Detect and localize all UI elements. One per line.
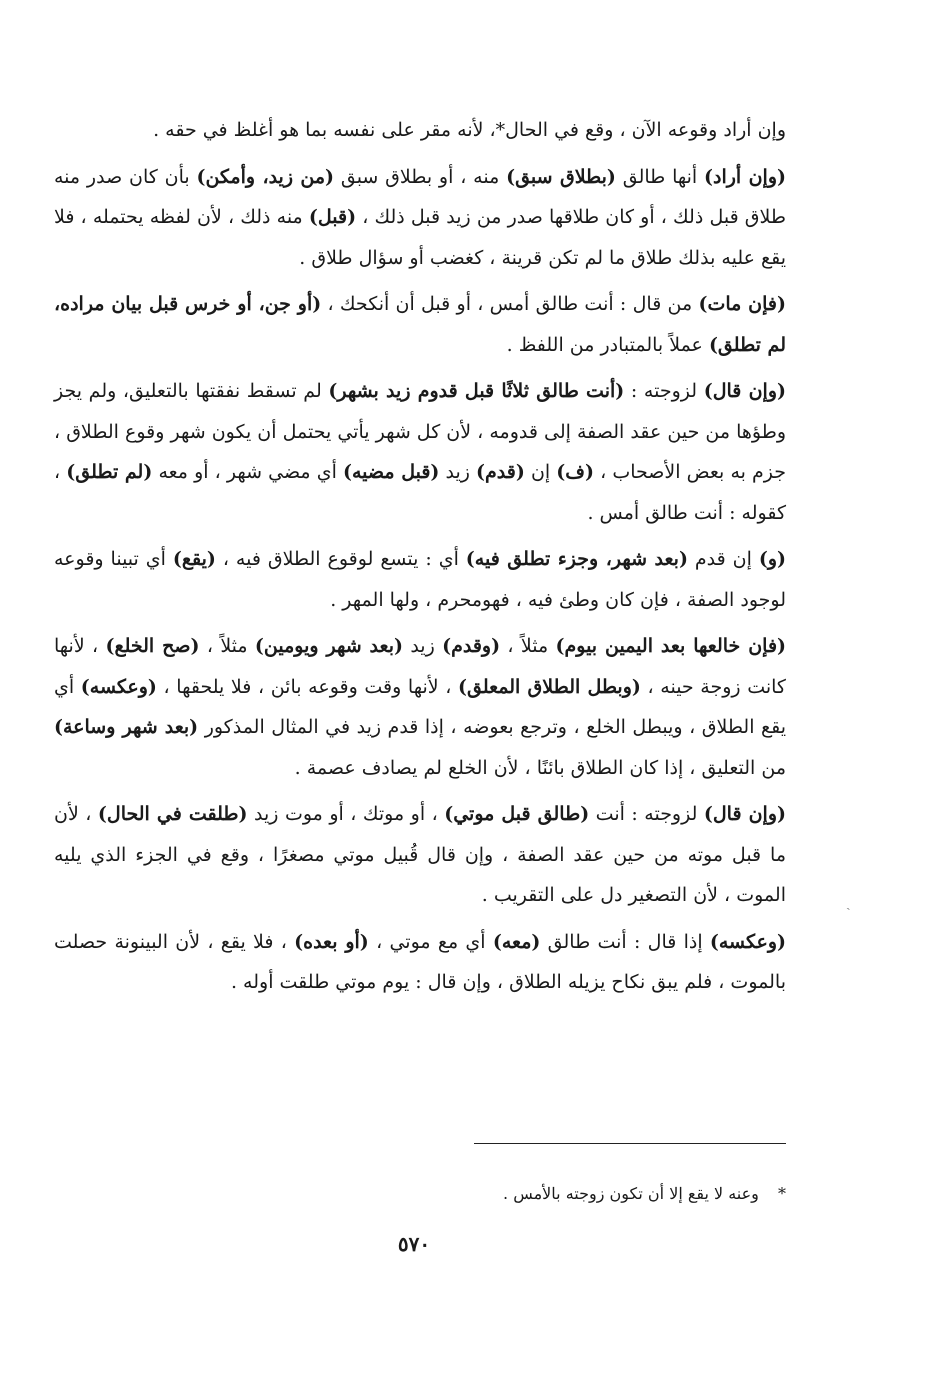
lemma-text: (وإن أراد) bbox=[704, 165, 787, 188]
commentary-text: إن قدم bbox=[687, 548, 759, 570]
lemma-text: (لم تطلق) bbox=[66, 461, 153, 483]
commentary-text: منه ذلك ، لأن لفظه يحتمله ، فلا يقع عليه بذلك طلاق ما لم تكن قرينة ، كغضب أو سؤال طلاق . bbox=[54, 206, 786, 269]
lemma-text: (طالق قبل موتي) bbox=[444, 803, 590, 825]
commentary-text: ، فلا يقع ، لأن البينونة حصلت بالموت ، فلم يبق نكاح يزيله الطلاق ، وإن قال : يوم موتي طلقت أوله . bbox=[54, 930, 786, 993]
paragraph bbox=[54, 794, 786, 916]
lemma-text: (بعد شهر، وجزء تطلق فيه) bbox=[465, 548, 688, 570]
commentary-text: ، كقوله : أنت طالق أمس . bbox=[54, 461, 786, 524]
lemma-text: (بطلاق سبق) bbox=[506, 165, 616, 188]
commentary-text: أي تبينا وقوعه لوجود الصفة ، فإن كان وطئ فيه ، فهومحرم ، ولها المهر . bbox=[54, 548, 786, 611]
lemma-text: (يقع) bbox=[172, 548, 216, 570]
lemma-text: (قبل مضيه) bbox=[342, 461, 440, 483]
commentary-text: مثلاً ، bbox=[199, 635, 255, 657]
commentary-text: ، أو موتك ، أو موت زيد bbox=[247, 803, 445, 825]
commentary-text: مثلاً ، bbox=[500, 635, 556, 657]
commentary-text: لزوجته : bbox=[624, 380, 704, 402]
page-number: ٥٧٠ bbox=[397, 1232, 431, 1256]
lemma-text: (أنت طالق ثلاثًا قبل قدوم زيد بشهر) bbox=[328, 380, 625, 402]
paragraph bbox=[54, 539, 786, 620]
commentary-text: من قال : أنت طالق أمس ، أو قبل أن أنكحك ، bbox=[321, 293, 699, 315]
lemma-text: (فإن خالعها بعد اليمين بيوم) bbox=[555, 635, 787, 657]
lemma-text: (بعد شهر ويومين) bbox=[254, 635, 403, 657]
commentary-text: ، لأنها وقت وقوعه بائن ، فلا يلحقها ، bbox=[156, 675, 458, 698]
paragraph bbox=[54, 110, 786, 151]
lemma-text: (قبل) bbox=[308, 206, 357, 228]
paragraph bbox=[54, 284, 786, 365]
margin-speck: ˎ bbox=[846, 895, 851, 911]
lemma-text: (و) bbox=[758, 548, 786, 570]
lemma-text: (أو جن، أو خرس قبل بيان مراده، لم تطلق) bbox=[54, 293, 786, 356]
footnote-divider bbox=[474, 1143, 786, 1144]
lemma-text: (معه) bbox=[492, 930, 541, 953]
footnote-marker: * bbox=[778, 1184, 786, 1203]
commentary-text: أي مع موتي ، bbox=[368, 930, 493, 953]
lemma-text: (وإن قال) bbox=[703, 380, 786, 402]
paragraph bbox=[54, 157, 786, 279]
lemma-text: (ف) bbox=[556, 461, 594, 483]
commentary-text: زيد bbox=[439, 461, 477, 483]
commentary-text: من التعليق ، إذا كان الطلاق بائنًا ، لأن الخلع لم يصادف عصمة . bbox=[294, 756, 786, 779]
lemma-text: (وعكسه) bbox=[80, 675, 157, 698]
lemma-text: (فإن مات) bbox=[698, 293, 786, 315]
commentary-text: إذا قال : أنت طالق bbox=[540, 930, 710, 953]
lemma-text: (بعد شهر وساعة) bbox=[54, 716, 199, 738]
commentary-text: لم تسقط نفقتها بالتعليق، ولم يجز وطؤها من حين عقد الصفة إلى قدومه ، لأن كل شهر يأتي يحتمل أن يكون شهر وقوع الطلاق ، جزم به بعض الأصحاب ، bbox=[54, 380, 787, 483]
commentary-text: إن bbox=[524, 461, 557, 483]
lemma-text: (وعكسه) bbox=[709, 930, 786, 953]
footnote-text: وعنه لا يقع إلا أن تكون زوجته بالأمس . bbox=[503, 1184, 759, 1203]
paragraph bbox=[54, 371, 786, 533]
commentary-text: أي يقع الطلاق ، ويبطل الخلع ، وترجع بعوضه ، إذا قدم زيد في المثال المذكور bbox=[54, 675, 786, 738]
commentary-text: عملاً بالمتبادر من اللفظ . bbox=[506, 333, 709, 356]
commentary-text: أي : يتسع لوقوع الطلاق فيه ، bbox=[215, 548, 466, 570]
commentary-text: زيد bbox=[402, 635, 443, 657]
lemma-text: (طلقت في الحال) bbox=[97, 803, 248, 825]
commentary-text: ، لأن ما قبل موته من حين عقد الصفة ، وإن قال قُبيل موتي مصغرًا ، وقع في الجزء الذي يليه الموت ، لأن التصغير دل على التقريب . bbox=[54, 803, 786, 906]
lemma-text: (وبطل الطلاق المعلق) bbox=[457, 675, 641, 698]
commentary-text: أنها طالق bbox=[615, 165, 705, 188]
lemma-text: (صح الخلع) bbox=[105, 635, 200, 657]
lemma-text: (وإن قال) bbox=[703, 803, 786, 825]
paragraph bbox=[54, 922, 786, 1003]
commentary-text: بأن كان صدر منه طلاق قبل ذلك ، أو كان طلاقها صدر من زيد قبل ذلك ، bbox=[54, 165, 786, 228]
commentary-text: لزوجته : أنت bbox=[589, 803, 704, 825]
lemma-text: (من زيد، وأمكن) bbox=[196, 165, 335, 188]
commentary-text: وإن أراد وقوعه الآن ، وقع في الحال*، لأنه مقر على نفسه بما هو أغلظ في حقه . bbox=[153, 119, 786, 141]
lemma-text: (وقدم) bbox=[442, 635, 501, 657]
commentary-text: منه ، أو بطلاق سبق bbox=[334, 165, 507, 188]
footnote bbox=[286, 1182, 786, 1206]
lemma-text: (قدم) bbox=[476, 461, 525, 483]
lemma-text: (أو بعده) bbox=[294, 930, 369, 953]
paragraph bbox=[54, 626, 786, 788]
main-text bbox=[54, 110, 786, 1009]
commentary-text: ، لأنها كانت زوجة حينه ، bbox=[54, 635, 786, 698]
commentary-text: أي مضي شهر ، أو معه bbox=[152, 461, 343, 483]
